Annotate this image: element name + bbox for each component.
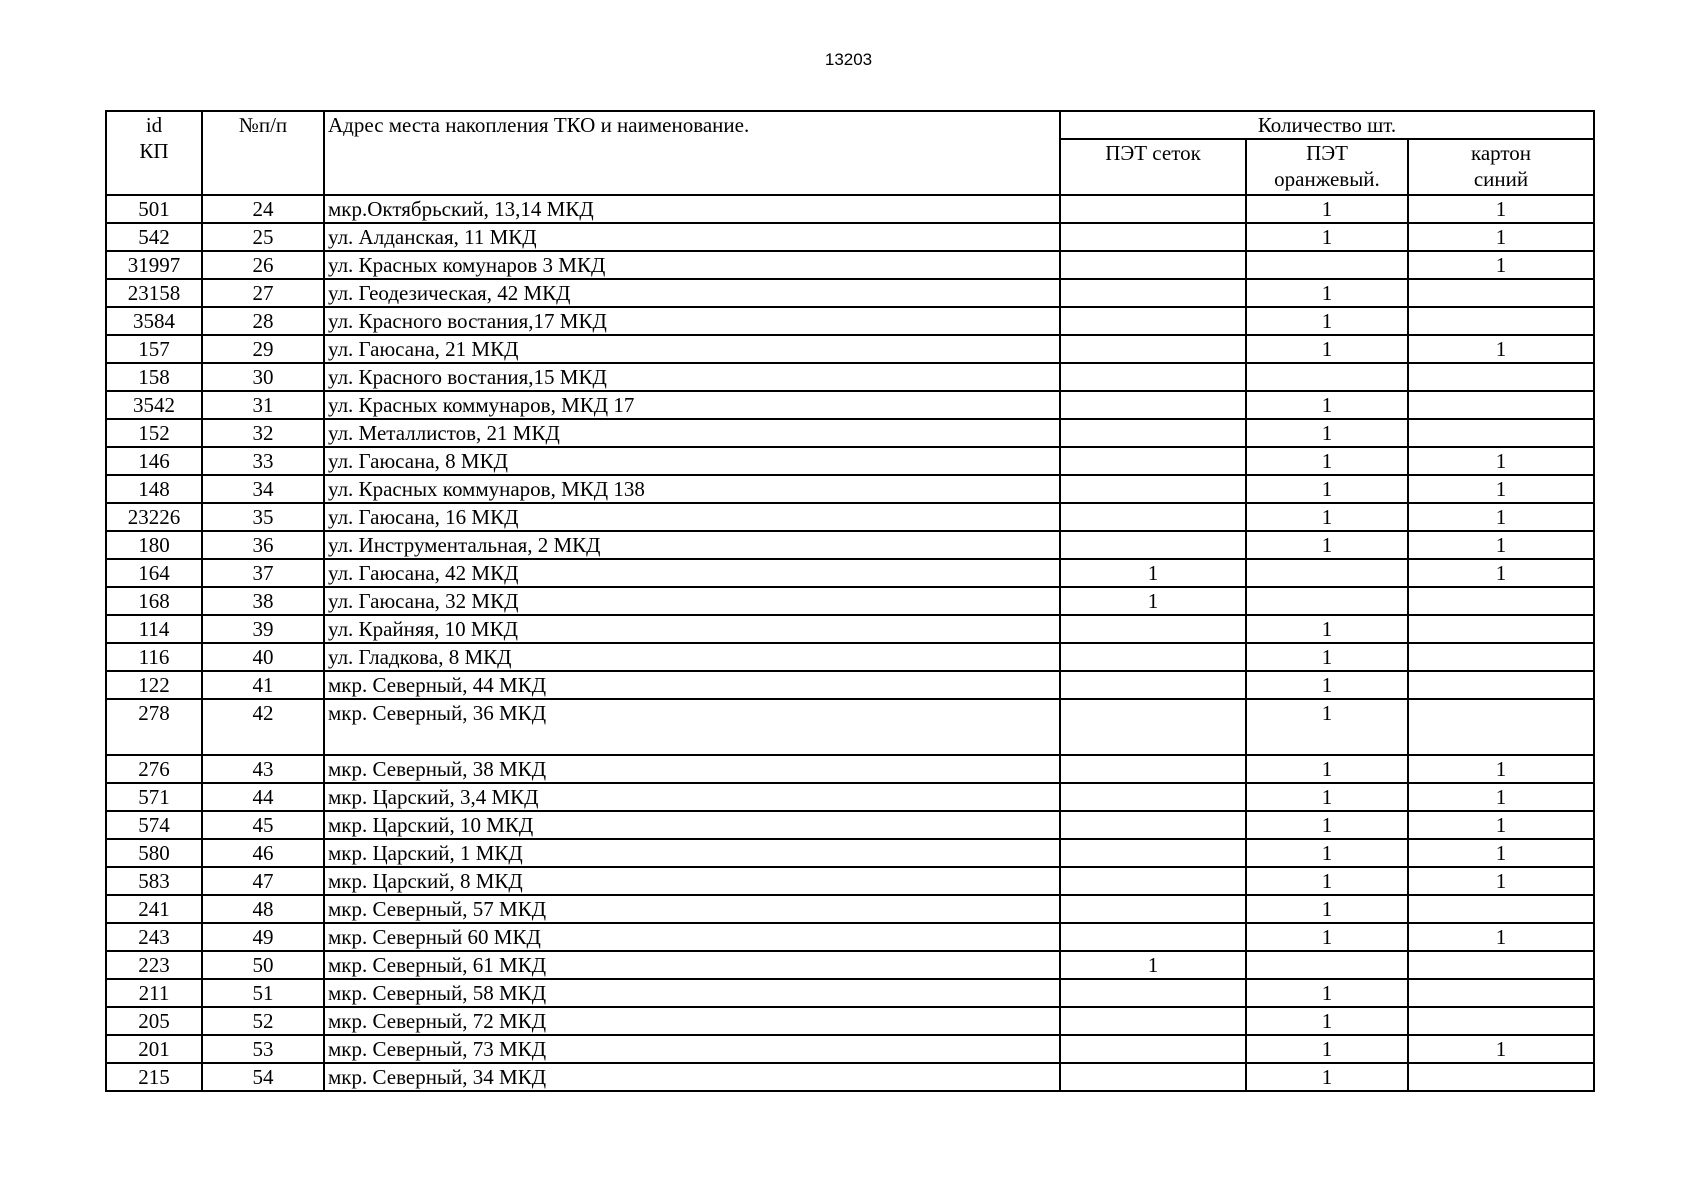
- cell-carton-blue: 1: [1408, 839, 1594, 867]
- cell-carton-blue: [1408, 419, 1594, 447]
- table-row: [106, 783, 1594, 811]
- cell-carton-blue: 1: [1408, 755, 1594, 783]
- table-row: [106, 671, 1594, 699]
- table-row: [106, 447, 1594, 475]
- cell-address: мкр. Северный, 57 МКД: [324, 895, 1060, 923]
- cell-num: 54: [202, 1063, 324, 1091]
- cell-address: мкр. Царский, 8 МКД: [324, 867, 1060, 895]
- cell-id: 580: [106, 839, 202, 867]
- table-row: [106, 839, 1594, 867]
- cell-num: 45: [202, 811, 324, 839]
- cell-address: мкр. Северный, 34 МКД: [324, 1063, 1060, 1091]
- table-row: [106, 1007, 1594, 1035]
- cell-carton-blue: 1: [1408, 531, 1594, 559]
- header-id-line1: id: [145, 113, 163, 137]
- cell-pet-setok: [1060, 363, 1246, 391]
- table-row: [106, 867, 1594, 895]
- cell-address: ул. Крайняя, 10 МКД: [324, 615, 1060, 643]
- cell-carton-blue: 1: [1408, 223, 1594, 251]
- cell-address: ул. Красного востания,15 МКД: [324, 363, 1060, 391]
- table-row: [106, 419, 1594, 447]
- cell-carton-blue: 1: [1408, 923, 1594, 951]
- cell-address: мкр. Царский, 1 МКД: [324, 839, 1060, 867]
- cell-id: 23226: [106, 503, 202, 531]
- cell-num: 27: [202, 279, 324, 307]
- cell-pet-orange: 1: [1246, 867, 1408, 895]
- cell-pet-orange: [1246, 251, 1408, 279]
- cell-id: 215: [106, 1063, 202, 1091]
- cell-pet-setok: [1060, 251, 1246, 279]
- cell-id: 152: [106, 419, 202, 447]
- table-row: [106, 951, 1594, 979]
- cell-pet-orange: 1: [1246, 783, 1408, 811]
- cell-id: 278: [106, 699, 202, 755]
- cell-num: 29: [202, 335, 324, 363]
- table-row: [106, 475, 1594, 503]
- cell-num: 52: [202, 1007, 324, 1035]
- table-row: [106, 279, 1594, 307]
- header-pet-orange: [1246, 139, 1408, 195]
- cell-num: 47: [202, 867, 324, 895]
- cell-pet-setok: [1060, 335, 1246, 363]
- cell-id: 542: [106, 223, 202, 251]
- cell-num: 49: [202, 923, 324, 951]
- table-row: [106, 923, 1594, 951]
- cell-pet-orange: 1: [1246, 615, 1408, 643]
- cell-num: 25: [202, 223, 324, 251]
- cell-num: 50: [202, 951, 324, 979]
- table-row: [106, 1035, 1594, 1063]
- cell-num: 31: [202, 391, 324, 419]
- cell-id: 3584: [106, 307, 202, 335]
- table-row: [106, 559, 1594, 587]
- cell-num: 40: [202, 643, 324, 671]
- cell-carton-blue: [1408, 895, 1594, 923]
- cell-num: 24: [202, 195, 324, 223]
- header-carton-blue: [1408, 139, 1594, 195]
- cell-address: ул. Инструментальная, 2 МКД: [324, 531, 1060, 559]
- cell-carton-blue: [1408, 671, 1594, 699]
- cell-id: 114: [106, 615, 202, 643]
- cell-pet-setok: [1060, 783, 1246, 811]
- cell-pet-orange: 1: [1246, 1063, 1408, 1091]
- cell-num: 28: [202, 307, 324, 335]
- cell-carton-blue: 1: [1408, 251, 1594, 279]
- header-quantity: Количество шт.: [1060, 111, 1594, 139]
- cell-pet-orange: [1246, 559, 1408, 587]
- table-header: [106, 111, 1594, 195]
- cell-pet-orange: 1: [1246, 923, 1408, 951]
- cell-carton-blue: 1: [1408, 867, 1594, 895]
- cell-carton-blue: 1: [1408, 447, 1594, 475]
- table-body: [106, 195, 1594, 1091]
- cell-pet-setok: 1: [1060, 559, 1246, 587]
- cell-pet-setok: [1060, 895, 1246, 923]
- table-row: [106, 755, 1594, 783]
- cell-address: мкр. Северный, 44 МКД: [324, 671, 1060, 699]
- cell-carton-blue: [1408, 307, 1594, 335]
- cell-num: 53: [202, 1035, 324, 1063]
- cell-address: мкр. Северный 60 МКД: [324, 923, 1060, 951]
- cell-id: 23158: [106, 279, 202, 307]
- cell-pet-setok: [1060, 755, 1246, 783]
- cell-pet-orange: 1: [1246, 447, 1408, 475]
- cell-num: 26: [202, 251, 324, 279]
- cell-pet-orange: 1: [1246, 475, 1408, 503]
- header-id: [106, 111, 202, 195]
- cell-pet-orange: 1: [1246, 643, 1408, 671]
- cell-address: ул. Гаюсана, 42 МКД: [324, 559, 1060, 587]
- cell-address: ул. Металлистов, 21 МКД: [324, 419, 1060, 447]
- cell-address: мкр. Северный, 72 МКД: [324, 1007, 1060, 1035]
- cell-id: 583: [106, 867, 202, 895]
- cell-num: 42: [202, 699, 324, 755]
- cell-num: 48: [202, 895, 324, 923]
- cell-num: 30: [202, 363, 324, 391]
- table-row: [106, 531, 1594, 559]
- cell-pet-orange: 1: [1246, 755, 1408, 783]
- cell-id: 157: [106, 335, 202, 363]
- table-row: [106, 251, 1594, 279]
- cell-address: ул. Красных коммунаров, МКД 138: [324, 475, 1060, 503]
- header-num: №п/п: [202, 111, 324, 195]
- cell-num: 34: [202, 475, 324, 503]
- cell-carton-blue: [1408, 615, 1594, 643]
- header-pet-setok: ПЭТ сеток: [1060, 139, 1246, 195]
- cell-num: 43: [202, 755, 324, 783]
- cell-carton-blue: [1408, 643, 1594, 671]
- cell-carton-blue: [1408, 1007, 1594, 1035]
- cell-id: 148: [106, 475, 202, 503]
- cell-address: мкр. Царский, 3,4 МКД: [324, 783, 1060, 811]
- cell-carton-blue: 1: [1408, 783, 1594, 811]
- cell-address: ул. Гаюсана, 32 МКД: [324, 587, 1060, 615]
- cell-num: 51: [202, 979, 324, 1007]
- cell-pet-orange: [1246, 951, 1408, 979]
- cell-id: 241: [106, 895, 202, 923]
- cell-carton-blue: 1: [1408, 503, 1594, 531]
- cell-id: 31997: [106, 251, 202, 279]
- cell-carton-blue: [1408, 699, 1594, 755]
- cell-pet-orange: 1: [1246, 279, 1408, 307]
- table-row: [106, 503, 1594, 531]
- cell-address: ул. Гаюсана, 8 МКД: [324, 447, 1060, 475]
- cell-pet-orange: 1: [1246, 671, 1408, 699]
- cell-pet-orange: 1: [1246, 335, 1408, 363]
- cell-pet-orange: 1: [1246, 811, 1408, 839]
- cell-carton-blue: 1: [1408, 1035, 1594, 1063]
- cell-pet-setok: [1060, 671, 1246, 699]
- cell-pet-setok: [1060, 279, 1246, 307]
- table-row: [106, 1063, 1594, 1091]
- cell-pet-orange: 1: [1246, 503, 1408, 531]
- cell-pet-setok: [1060, 923, 1246, 951]
- cell-pet-orange: 1: [1246, 391, 1408, 419]
- cell-carton-blue: [1408, 587, 1594, 615]
- cell-id: 223: [106, 951, 202, 979]
- table-row: [106, 223, 1594, 251]
- header-pet-orange-line2: оранжевый.: [1274, 167, 1380, 191]
- cell-carton-blue: 1: [1408, 195, 1594, 223]
- cell-pet-setok: [1060, 531, 1246, 559]
- cell-id: 574: [106, 811, 202, 839]
- cell-pet-orange: 1: [1246, 699, 1408, 755]
- cell-id: 122: [106, 671, 202, 699]
- table-row: [106, 811, 1594, 839]
- cell-address: мкр. Северный, 38 МКД: [324, 755, 1060, 783]
- cell-id: 180: [106, 531, 202, 559]
- cell-id: 168: [106, 587, 202, 615]
- cell-pet-setok: [1060, 1063, 1246, 1091]
- cell-pet-setok: [1060, 615, 1246, 643]
- cell-pet-orange: 1: [1246, 1035, 1408, 1063]
- cell-address: ул. Красных коммунаров, МКД 17: [324, 391, 1060, 419]
- cell-address: ул. Гаюсана, 16 МКД: [324, 503, 1060, 531]
- cell-pet-orange: 1: [1246, 979, 1408, 1007]
- cell-address: ул. Гаюсана, 21 МКД: [324, 335, 1060, 363]
- table-row: [106, 335, 1594, 363]
- table-row: [106, 363, 1594, 391]
- table-row: [106, 979, 1594, 1007]
- cell-id: 571: [106, 783, 202, 811]
- cell-pet-setok: [1060, 503, 1246, 531]
- cell-pet-setok: [1060, 475, 1246, 503]
- cell-address: мкр. Северный, 58 МКД: [324, 979, 1060, 1007]
- cell-pet-orange: 1: [1246, 531, 1408, 559]
- cell-pet-setok: [1060, 391, 1246, 419]
- page-number: 13203: [824, 50, 873, 69]
- cell-id: 146: [106, 447, 202, 475]
- cell-address: мкр. Северный, 61 МКД: [324, 951, 1060, 979]
- cell-pet-setok: [1060, 195, 1246, 223]
- cell-pet-orange: 1: [1246, 1007, 1408, 1035]
- cell-id: 501: [106, 195, 202, 223]
- cell-pet-orange: [1246, 363, 1408, 391]
- cell-carton-blue: 1: [1408, 811, 1594, 839]
- cell-pet-setok: [1060, 1007, 1246, 1035]
- cell-carton-blue: [1408, 363, 1594, 391]
- cell-id: 201: [106, 1035, 202, 1063]
- header-pet-orange-line1: ПЭТ: [1306, 141, 1348, 165]
- cell-id: 164: [106, 559, 202, 587]
- header-carton-line1: картон: [1470, 141, 1532, 165]
- table-row: [106, 615, 1594, 643]
- cell-address: ул. Алданская, 11 МКД: [324, 223, 1060, 251]
- cell-pet-setok: [1060, 839, 1246, 867]
- cell-pet-setok: [1060, 699, 1246, 755]
- cell-carton-blue: 1: [1408, 335, 1594, 363]
- cell-num: 37: [202, 559, 324, 587]
- cell-pet-setok: [1060, 447, 1246, 475]
- cell-pet-orange: 1: [1246, 307, 1408, 335]
- cell-id: 158: [106, 363, 202, 391]
- cell-pet-orange: 1: [1246, 195, 1408, 223]
- header-carton-line2: синий: [1473, 167, 1529, 191]
- cell-pet-setok: [1060, 811, 1246, 839]
- cell-carton-blue: [1408, 279, 1594, 307]
- cell-address: ул. Гладкова, 8 МКД: [324, 643, 1060, 671]
- cell-pet-setok: 1: [1060, 951, 1246, 979]
- cell-id: 243: [106, 923, 202, 951]
- table-row: [106, 195, 1594, 223]
- cell-num: 38: [202, 587, 324, 615]
- cell-address: ул. Красного востания,17 МКД: [324, 307, 1060, 335]
- header-address: Адрес места накопления ТКО и наименование.: [324, 111, 1060, 195]
- cell-address: мкр.Октябрьский, 13,14 МКД: [324, 195, 1060, 223]
- cell-pet-setok: [1060, 643, 1246, 671]
- cell-address: мкр. Царский, 10 МКД: [324, 811, 1060, 839]
- cell-address: мкр. Северный, 73 МКД: [324, 1035, 1060, 1063]
- table-row: [106, 587, 1594, 615]
- cell-pet-orange: 1: [1246, 223, 1408, 251]
- cell-address: ул. Геодезическая, 42 МКД: [324, 279, 1060, 307]
- cell-pet-setok: [1060, 223, 1246, 251]
- cell-carton-blue: [1408, 979, 1594, 1007]
- table-row: [106, 307, 1594, 335]
- cell-carton-blue: [1408, 951, 1594, 979]
- cell-pet-setok: [1060, 1035, 1246, 1063]
- cell-id: 3542: [106, 391, 202, 419]
- cell-pet-orange: 1: [1246, 895, 1408, 923]
- cell-num: 32: [202, 419, 324, 447]
- table-row: [106, 391, 1594, 419]
- cell-num: 44: [202, 783, 324, 811]
- cell-carton-blue: 1: [1408, 559, 1594, 587]
- cell-pet-orange: [1246, 587, 1408, 615]
- cell-id: 116: [106, 643, 202, 671]
- table-row: [106, 699, 1594, 755]
- cell-pet-setok: [1060, 419, 1246, 447]
- cell-pet-setok: [1060, 307, 1246, 335]
- cell-pet-orange: 1: [1246, 839, 1408, 867]
- header-id-line2: КП: [139, 139, 169, 163]
- cell-id: 211: [106, 979, 202, 1007]
- cell-num: 39: [202, 615, 324, 643]
- cell-pet-orange: 1: [1246, 419, 1408, 447]
- cell-num: 36: [202, 531, 324, 559]
- collection-points-table: [105, 110, 1595, 1092]
- cell-id: 205: [106, 1007, 202, 1035]
- cell-carton-blue: 1: [1408, 475, 1594, 503]
- cell-id: 276: [106, 755, 202, 783]
- cell-address: мкр. Северный, 36 МКД: [324, 699, 1060, 755]
- cell-num: 35: [202, 503, 324, 531]
- cell-pet-setok: [1060, 979, 1246, 1007]
- cell-address: ул. Красных комунаров 3 МКД: [324, 251, 1060, 279]
- table-row: [106, 643, 1594, 671]
- cell-num: 46: [202, 839, 324, 867]
- cell-carton-blue: [1408, 1063, 1594, 1091]
- table-row: [106, 895, 1594, 923]
- cell-carton-blue: [1408, 391, 1594, 419]
- cell-pet-setok: [1060, 867, 1246, 895]
- cell-num: 41: [202, 671, 324, 699]
- cell-pet-setok: 1: [1060, 587, 1246, 615]
- cell-num: 33: [202, 447, 324, 475]
